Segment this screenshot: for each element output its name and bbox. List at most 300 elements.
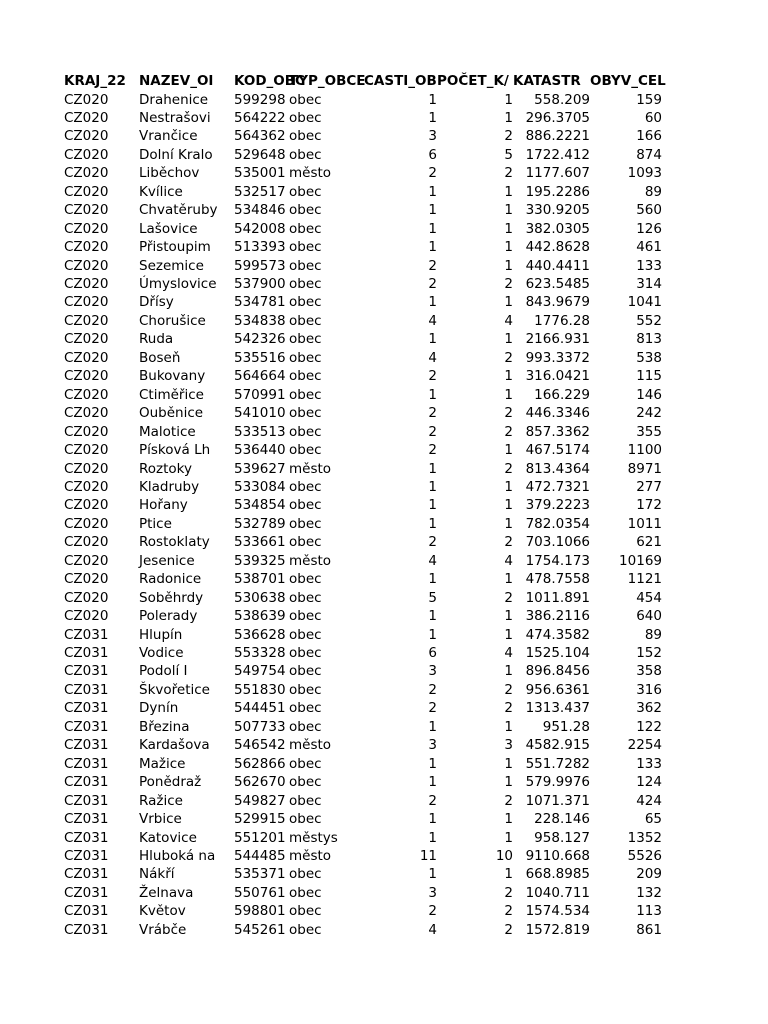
cell-obyv: 133 bbox=[636, 257, 662, 274]
table-row bbox=[0, 330, 768, 349]
cell-pocet: 1 bbox=[504, 91, 513, 108]
table-row bbox=[0, 275, 768, 294]
cell-kraj: CZ031 bbox=[64, 681, 109, 698]
cell-casti: 1 bbox=[428, 608, 437, 625]
cell-kod: 539627 bbox=[234, 460, 286, 477]
cell-katastr: 1722.412 bbox=[525, 146, 590, 163]
cell-nazev: Mažice bbox=[139, 755, 186, 772]
table-row bbox=[0, 91, 768, 110]
cell-typ: obec bbox=[289, 534, 322, 551]
cell-typ: obec bbox=[289, 220, 322, 237]
cell-katastr: 379.2223 bbox=[525, 497, 590, 514]
cell-casti: 1 bbox=[428, 829, 437, 846]
cell-casti: 11 bbox=[419, 847, 437, 864]
cell-pocet: 1 bbox=[504, 626, 513, 643]
cell-casti: 2 bbox=[428, 368, 437, 385]
cell-typ: městys bbox=[289, 829, 338, 846]
cell-casti: 1 bbox=[428, 109, 437, 126]
cell-typ: obec bbox=[289, 183, 322, 200]
cell-kod: 551201 bbox=[234, 829, 286, 846]
cell-kraj: CZ031 bbox=[64, 921, 109, 938]
cell-obyv: 355 bbox=[636, 423, 662, 440]
cell-typ: obec bbox=[289, 515, 322, 532]
cell-casti: 1 bbox=[428, 91, 437, 108]
cell-casti: 1 bbox=[428, 220, 437, 237]
cell-pocet: 2 bbox=[504, 589, 513, 606]
cell-katastr: 472.7321 bbox=[525, 478, 590, 495]
table-row bbox=[0, 164, 768, 183]
cell-nazev: Želnava bbox=[139, 884, 194, 901]
cell-typ: město bbox=[289, 737, 332, 754]
cell-kod: 529648 bbox=[234, 146, 286, 163]
cell-nazev: Roztoky bbox=[139, 460, 192, 477]
cell-casti: 1 bbox=[428, 497, 437, 514]
table-row bbox=[0, 312, 768, 331]
cell-typ: obec bbox=[289, 349, 322, 366]
cell-kod: 564664 bbox=[234, 368, 286, 385]
cell-katastr: 668.8985 bbox=[525, 866, 590, 883]
cell-kod: 507733 bbox=[234, 718, 286, 735]
cell-obyv: 1011 bbox=[627, 515, 662, 532]
cell-casti: 4 bbox=[428, 552, 437, 569]
cell-pocet: 1 bbox=[504, 829, 513, 846]
cell-obyv: 362 bbox=[636, 700, 662, 717]
cell-obyv: 126 bbox=[636, 220, 662, 237]
cell-katastr: 166.229 bbox=[534, 386, 590, 403]
cell-nazev: Vrančice bbox=[139, 128, 198, 145]
cell-kod: 534854 bbox=[234, 497, 286, 514]
cell-nazev: Květov bbox=[139, 903, 186, 920]
table-row bbox=[0, 533, 768, 552]
cell-kod: 544451 bbox=[234, 700, 286, 717]
cell-kraj: CZ020 bbox=[64, 349, 109, 366]
cell-casti: 1 bbox=[428, 183, 437, 200]
table-row bbox=[0, 755, 768, 774]
cell-typ: obec bbox=[289, 497, 322, 514]
cell-kod: 564362 bbox=[234, 128, 286, 145]
cell-kod: 549827 bbox=[234, 792, 286, 809]
cell-nazev: Rostoklaty bbox=[139, 534, 210, 551]
cell-kraj: CZ020 bbox=[64, 423, 109, 440]
table-row bbox=[0, 496, 768, 515]
cell-casti: 2 bbox=[428, 681, 437, 698]
cell-pocet: 1 bbox=[504, 811, 513, 828]
cell-pocet: 1 bbox=[504, 497, 513, 514]
cell-nazev: Nestrašovi bbox=[139, 109, 211, 126]
table-row bbox=[0, 367, 768, 386]
cell-kraj: CZ031 bbox=[64, 626, 109, 643]
cell-kod: 537900 bbox=[234, 276, 286, 292]
cell-kod: 542008 bbox=[234, 220, 286, 237]
cell-obyv: 8971 bbox=[627, 460, 662, 477]
cell-nazev: Hluboká na bbox=[139, 847, 216, 864]
cell-casti: 1 bbox=[428, 811, 437, 828]
table-row bbox=[0, 146, 768, 165]
cell-kraj: CZ031 bbox=[64, 903, 109, 920]
cell-katastr: 316.0421 bbox=[525, 368, 590, 385]
cell-kraj: CZ020 bbox=[64, 294, 109, 311]
header-katastr: KATASTR bbox=[513, 73, 581, 89]
cell-casti: 1 bbox=[428, 718, 437, 735]
cell-kod: 536440 bbox=[234, 442, 286, 459]
table-row bbox=[0, 220, 768, 239]
cell-obyv: 538 bbox=[636, 349, 662, 366]
cell-kraj: CZ020 bbox=[64, 239, 109, 256]
cell-pocet: 1 bbox=[504, 257, 513, 274]
table-row bbox=[0, 718, 768, 737]
cell-obyv: 1352 bbox=[627, 829, 662, 846]
header-row bbox=[0, 72, 768, 91]
header-typ: TYP_OBCE bbox=[289, 73, 366, 89]
cell-katastr: 4582.915 bbox=[525, 737, 590, 754]
cell-obyv: 146 bbox=[636, 386, 662, 403]
cell-kraj: CZ020 bbox=[64, 534, 109, 551]
cell-katastr: 1071.371 bbox=[525, 792, 590, 809]
cell-obyv: 316 bbox=[636, 681, 662, 698]
table-row bbox=[0, 736, 768, 755]
cell-katastr: 843.9679 bbox=[525, 294, 590, 311]
header-kod: KOD_OBC bbox=[234, 73, 305, 89]
cell-kod: 541010 bbox=[234, 405, 286, 422]
cell-pocet: 1 bbox=[504, 386, 513, 403]
cell-nazev: Hořany bbox=[139, 497, 188, 514]
cell-typ: obec bbox=[289, 202, 322, 219]
cell-obyv: 1121 bbox=[627, 571, 662, 588]
table-row bbox=[0, 773, 768, 792]
cell-kod: 542326 bbox=[234, 331, 286, 348]
cell-typ: obec bbox=[289, 109, 322, 126]
cell-pocet: 10 bbox=[495, 847, 513, 864]
cell-kraj: CZ020 bbox=[64, 608, 109, 625]
cell-pocet: 2 bbox=[504, 884, 513, 901]
cell-kod: 534846 bbox=[234, 202, 286, 219]
cell-obyv: 454 bbox=[636, 589, 662, 606]
cell-casti: 5 bbox=[428, 589, 437, 606]
cell-nazev: Katovice bbox=[139, 829, 197, 846]
cell-kod: 538701 bbox=[234, 571, 286, 588]
cell-katastr: 551.7282 bbox=[525, 755, 590, 772]
cell-katastr: 1313.437 bbox=[525, 700, 590, 717]
cell-typ: obec bbox=[289, 645, 322, 661]
cell-nazev: Soběhrdy bbox=[139, 589, 204, 606]
cell-obyv: 122 bbox=[636, 718, 662, 735]
cell-nazev: Jesenice bbox=[139, 552, 195, 569]
cell-kraj: CZ020 bbox=[64, 183, 109, 200]
cell-katastr: 896.8456 bbox=[525, 663, 590, 680]
cell-casti: 2 bbox=[428, 700, 437, 717]
cell-nazev: Kardašova bbox=[139, 737, 210, 754]
cell-kraj: CZ020 bbox=[64, 552, 109, 569]
cell-typ: obec bbox=[289, 774, 322, 791]
cell-kod: 562866 bbox=[234, 755, 286, 772]
cell-katastr: 9110.668 bbox=[525, 847, 590, 864]
cell-katastr: 813.4364 bbox=[525, 460, 590, 477]
cell-nazev: Ptice bbox=[139, 515, 172, 532]
cell-casti: 2 bbox=[428, 276, 437, 292]
cell-obyv: 209 bbox=[636, 866, 662, 883]
cell-typ: obec bbox=[289, 257, 322, 274]
cell-nazev: Liběchov bbox=[139, 165, 200, 182]
cell-casti: 2 bbox=[428, 165, 437, 182]
cell-katastr: 440.4411 bbox=[525, 257, 590, 274]
table-row bbox=[0, 681, 768, 700]
cell-kod: 532517 bbox=[234, 183, 286, 200]
table-row bbox=[0, 662, 768, 681]
cell-nazev: Nákří bbox=[139, 866, 175, 883]
cell-katastr: 1754.173 bbox=[525, 552, 590, 569]
cell-casti: 1 bbox=[428, 239, 437, 256]
cell-pocet: 1 bbox=[504, 608, 513, 625]
cell-kraj: CZ020 bbox=[64, 312, 109, 329]
cell-typ: obec bbox=[289, 91, 322, 108]
cell-pocet: 1 bbox=[504, 755, 513, 772]
cell-casti: 1 bbox=[428, 478, 437, 495]
cell-casti: 2 bbox=[428, 423, 437, 440]
cell-katastr: 1040.711 bbox=[525, 884, 590, 901]
cell-pocet: 1 bbox=[504, 718, 513, 735]
cell-typ: obec bbox=[289, 571, 322, 588]
cell-nazev: Kladruby bbox=[139, 478, 200, 495]
cell-nazev: Kvílice bbox=[139, 183, 183, 200]
cell-pocet: 2 bbox=[504, 921, 513, 938]
cell-katastr: 956.6361 bbox=[525, 681, 590, 698]
cell-obyv: 10169 bbox=[619, 552, 662, 569]
table-row bbox=[0, 644, 768, 663]
cell-typ: obec bbox=[289, 626, 322, 643]
header-casti: CASTI_OB bbox=[364, 73, 437, 89]
cell-pocet: 2 bbox=[504, 128, 513, 145]
header-nazev: NAZEV_OI bbox=[139, 73, 214, 89]
cell-katastr: 330.9205 bbox=[525, 202, 590, 219]
cell-katastr: 579.9976 bbox=[525, 774, 590, 791]
cell-typ: obec bbox=[289, 405, 322, 422]
cell-typ: město bbox=[289, 460, 332, 477]
cell-kraj: CZ031 bbox=[64, 645, 109, 661]
cell-nazev: Sezemice bbox=[139, 257, 204, 274]
cell-obyv: 5526 bbox=[627, 847, 662, 864]
cell-obyv: 115 bbox=[636, 368, 662, 385]
cell-pocet: 1 bbox=[504, 663, 513, 680]
cell-pocet: 4 bbox=[504, 552, 513, 569]
cell-typ: město bbox=[289, 165, 332, 182]
cell-katastr: 478.7558 bbox=[525, 571, 590, 588]
cell-kraj: CZ031 bbox=[64, 884, 109, 901]
cell-kod: 530638 bbox=[234, 589, 286, 606]
cell-pocet: 2 bbox=[504, 349, 513, 366]
cell-kraj: CZ020 bbox=[64, 220, 109, 237]
table-row bbox=[0, 127, 768, 146]
cell-katastr: 474.3582 bbox=[525, 626, 590, 643]
cell-typ: obec bbox=[289, 331, 322, 348]
cell-kod: 532789 bbox=[234, 515, 286, 532]
cell-obyv: 1041 bbox=[627, 294, 662, 311]
cell-katastr: 558.209 bbox=[534, 91, 590, 108]
cell-kod: 564222 bbox=[234, 109, 286, 126]
cell-kraj: CZ020 bbox=[64, 589, 109, 606]
cell-katastr: 228.146 bbox=[534, 811, 590, 828]
cell-obyv: 874 bbox=[636, 146, 662, 163]
cell-nazev: Ponědraž bbox=[139, 774, 202, 791]
table-row bbox=[0, 478, 768, 497]
cell-kraj: CZ031 bbox=[64, 700, 109, 717]
cell-typ: obec bbox=[289, 294, 322, 311]
cell-kod: 598801 bbox=[234, 903, 286, 920]
cell-kraj: CZ020 bbox=[64, 515, 109, 532]
cell-obyv: 813 bbox=[636, 331, 662, 348]
cell-kraj: CZ031 bbox=[64, 792, 109, 809]
table-row bbox=[0, 884, 768, 903]
cell-obyv: 621 bbox=[636, 534, 662, 551]
cell-katastr: 782.0354 bbox=[525, 515, 590, 532]
cell-kod: 546542 bbox=[234, 737, 286, 754]
table-row bbox=[0, 810, 768, 829]
table-row bbox=[0, 349, 768, 368]
cell-pocet: 2 bbox=[504, 165, 513, 182]
cell-typ: obec bbox=[289, 718, 322, 735]
cell-casti: 2 bbox=[428, 534, 437, 551]
cell-casti: 3 bbox=[428, 737, 437, 754]
cell-kraj: CZ031 bbox=[64, 847, 109, 864]
cell-nazev: Vodice bbox=[139, 645, 184, 661]
cell-obyv: 172 bbox=[636, 497, 662, 514]
cell-obyv: 132 bbox=[636, 884, 662, 901]
cell-casti: 1 bbox=[428, 774, 437, 791]
cell-pocet: 2 bbox=[504, 792, 513, 809]
cell-pocet: 1 bbox=[504, 183, 513, 200]
cell-typ: obec bbox=[289, 146, 322, 163]
cell-kraj: CZ031 bbox=[64, 755, 109, 772]
header-kraj: KRAJ_22 bbox=[64, 73, 126, 89]
table-row bbox=[0, 552, 768, 571]
cell-pocet: 1 bbox=[504, 774, 513, 791]
cell-obyv: 424 bbox=[636, 792, 662, 809]
cell-kraj: CZ020 bbox=[64, 109, 109, 126]
cell-obyv: 89 bbox=[644, 626, 662, 643]
cell-obyv: 60 bbox=[644, 109, 662, 126]
cell-katastr: 382.0305 bbox=[525, 220, 590, 237]
cell-katastr: 1525.104 bbox=[525, 645, 590, 661]
table-row bbox=[0, 792, 768, 811]
cell-casti: 6 bbox=[428, 645, 437, 661]
cell-typ: obec bbox=[289, 681, 322, 698]
cell-pocet: 5 bbox=[504, 146, 513, 163]
cell-kraj: CZ020 bbox=[64, 497, 109, 514]
cell-kod: 533661 bbox=[234, 534, 286, 551]
table-row bbox=[0, 386, 768, 405]
cell-pocet: 1 bbox=[504, 515, 513, 532]
cell-kraj: CZ020 bbox=[64, 146, 109, 163]
cell-katastr: 886.2221 bbox=[525, 128, 590, 145]
cell-obyv: 89 bbox=[644, 183, 662, 200]
cell-katastr: 1177.607 bbox=[525, 165, 590, 182]
cell-kod: 535001 bbox=[234, 165, 286, 182]
cell-casti: 4 bbox=[428, 921, 437, 938]
cell-katastr: 195.2286 bbox=[525, 183, 590, 200]
cell-kraj: CZ020 bbox=[64, 276, 109, 292]
cell-casti: 3 bbox=[428, 884, 437, 901]
cell-kraj: CZ020 bbox=[64, 478, 109, 495]
cell-katastr: 1574.534 bbox=[525, 903, 590, 920]
cell-pocet: 1 bbox=[504, 442, 513, 459]
cell-pocet: 2 bbox=[504, 903, 513, 920]
cell-pocet: 4 bbox=[504, 312, 513, 329]
cell-pocet: 1 bbox=[504, 478, 513, 495]
cell-nazev: Hlupín bbox=[139, 626, 183, 643]
table-row bbox=[0, 699, 768, 718]
header-obyv: OBYV_CEL bbox=[590, 73, 666, 89]
cell-nazev: Úmyslovice bbox=[139, 276, 217, 292]
table-row bbox=[0, 865, 768, 884]
cell-kod: 551830 bbox=[234, 681, 286, 698]
cell-casti: 1 bbox=[428, 515, 437, 532]
cell-typ: obec bbox=[289, 866, 322, 883]
cell-casti: 1 bbox=[428, 755, 437, 772]
cell-pocet: 4 bbox=[504, 645, 513, 661]
cell-obyv: 640 bbox=[636, 608, 662, 625]
cell-obyv: 166 bbox=[636, 128, 662, 145]
cell-kraj: CZ020 bbox=[64, 257, 109, 274]
cell-kraj: CZ020 bbox=[64, 386, 109, 403]
cell-katastr: 958.127 bbox=[534, 829, 590, 846]
cell-nazev: Dřísy bbox=[139, 294, 174, 311]
cell-obyv: 159 bbox=[636, 91, 662, 108]
cell-obyv: 1100 bbox=[627, 442, 662, 459]
cell-kod: 599298 bbox=[234, 91, 286, 108]
cell-nazev: Přistoupim bbox=[139, 239, 211, 256]
cell-casti: 2 bbox=[428, 442, 437, 459]
cell-pocet: 2 bbox=[504, 460, 513, 477]
table-row bbox=[0, 570, 768, 589]
cell-casti: 2 bbox=[428, 903, 437, 920]
cell-kod: 529915 bbox=[234, 811, 286, 828]
cell-casti: 1 bbox=[428, 331, 437, 348]
cell-katastr: 1011.891 bbox=[525, 589, 590, 606]
cell-casti: 2 bbox=[428, 792, 437, 809]
cell-obyv: 861 bbox=[636, 921, 662, 938]
cell-typ: obec bbox=[289, 312, 322, 329]
table-row bbox=[0, 921, 768, 940]
cell-obyv: 461 bbox=[636, 239, 662, 256]
cell-casti: 3 bbox=[428, 663, 437, 680]
cell-pocet: 1 bbox=[504, 239, 513, 256]
cell-obyv: 113 bbox=[636, 903, 662, 920]
cell-nazev: Ruda bbox=[139, 331, 174, 348]
cell-nazev: Škvořetice bbox=[139, 681, 210, 698]
cell-nazev: Ctiměřice bbox=[139, 386, 204, 403]
cell-typ: obec bbox=[289, 128, 322, 145]
cell-katastr: 1776.28 bbox=[534, 312, 590, 329]
cell-casti: 4 bbox=[428, 349, 437, 366]
cell-nazev: Ouběnice bbox=[139, 405, 204, 422]
cell-obyv: 152 bbox=[636, 645, 662, 661]
cell-casti: 1 bbox=[428, 294, 437, 311]
cell-casti: 1 bbox=[428, 626, 437, 643]
cell-typ: město bbox=[289, 847, 332, 864]
table-row bbox=[0, 829, 768, 848]
cell-casti: 2 bbox=[428, 257, 437, 274]
cell-katastr: 296.3705 bbox=[525, 109, 590, 126]
table-row bbox=[0, 183, 768, 202]
cell-obyv: 133 bbox=[636, 755, 662, 772]
cell-obyv: 552 bbox=[636, 312, 662, 329]
cell-typ: obec bbox=[289, 386, 322, 403]
cell-katastr: 386.2116 bbox=[525, 608, 590, 625]
cell-kraj: CZ031 bbox=[64, 737, 109, 754]
cell-kraj: CZ020 bbox=[64, 128, 109, 145]
cell-kod: 534838 bbox=[234, 312, 286, 329]
table-row bbox=[0, 293, 768, 312]
cell-typ: obec bbox=[289, 423, 322, 440]
